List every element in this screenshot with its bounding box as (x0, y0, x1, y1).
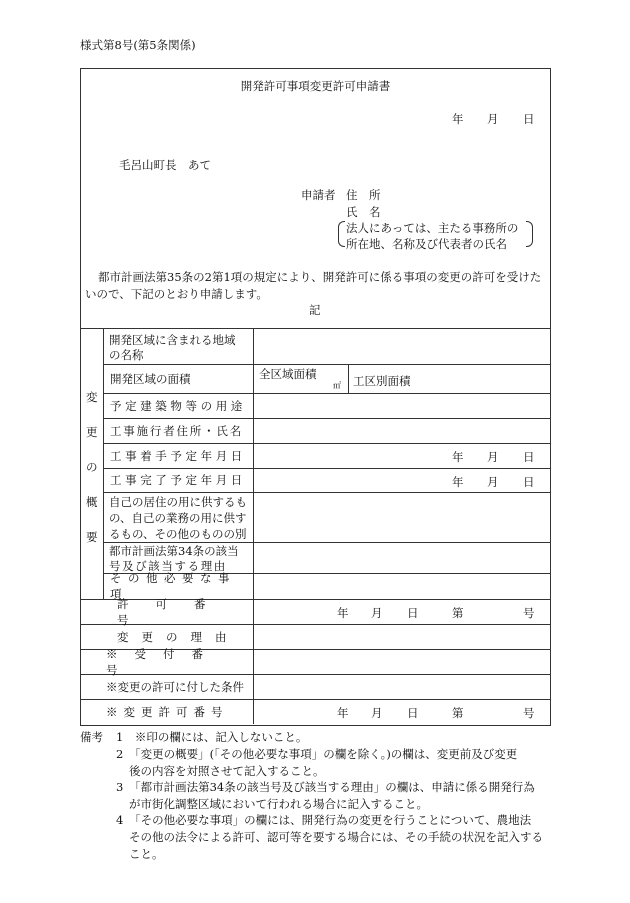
art34-label-1: 都市計画法第34条の該当 (109, 544, 239, 558)
page-title: 開発許可事項変更許可申請書 (240, 79, 391, 93)
end-day: 日 (523, 475, 535, 489)
sqm-unit: ㎡ (333, 381, 341, 390)
note-2a: 2 「変更の概要」(「その他必要な事項」の欄を除く。)の欄は、変更前及び変更 (116, 747, 518, 761)
end-year: 年 (452, 475, 464, 489)
other-text: その他必要な事項 (110, 571, 236, 601)
ki-label: 記 (309, 303, 321, 317)
change-permit-month: 月 (371, 706, 383, 720)
note-2b: 後の内容を対照させて記入すること。 (129, 764, 325, 778)
self-use-label-3: るもの、その他のものの別 (109, 527, 247, 541)
area-name-label-1: 開発区域に含まれる地域 (109, 333, 236, 347)
building-use-text: 予定建築物等の用途 (110, 398, 246, 413)
row-line (103, 492, 550, 493)
self-use-label-2: の、自己の業務の用に供す (109, 511, 247, 525)
label-column-line (253, 328, 254, 724)
start-year: 年 (452, 450, 464, 464)
area-size-label (110, 364, 247, 393)
applicant-label: 申請者 (301, 188, 336, 202)
change-permit-gou: 号 (523, 706, 535, 720)
area-split-line (348, 364, 349, 393)
side-label-5: 要 (86, 530, 98, 544)
table-top-line (80, 328, 550, 329)
receipt-no-text: ※受付番号 (106, 646, 220, 677)
art34-label-2: 号及び該当する理由 (109, 559, 227, 573)
date-day: 日 (523, 112, 535, 126)
side-label-1: 変 (86, 390, 98, 404)
name-label: 氏 名 (346, 205, 381, 219)
right-brace (526, 221, 533, 247)
area-size-text: 開発区域の面積 (110, 371, 191, 386)
start-date-text: 工事着手予定年月日 (110, 448, 246, 463)
applicant-note-1: 法人にあっては、主たる事務所の (346, 221, 519, 235)
note-4b: その他の法令による許可、認可等を要する場合には、その手続の状況を記入する (129, 830, 543, 844)
total-area-label: 全区域面積 (259, 367, 317, 381)
date-month: 月 (487, 112, 499, 126)
change-permit-year: 年 (337, 706, 349, 720)
side-label-3: の (86, 460, 98, 474)
self-use-label-1: 自己の居住の用に供するも (109, 495, 247, 509)
notes-label: 備考 (80, 730, 103, 744)
contractor-text: 工事施行者住所・氏名 (110, 423, 243, 438)
receipt-no-label (106, 646, 246, 677)
change-permit-no-text: ※変更許可番号 (106, 704, 229, 719)
start-date-label (110, 443, 247, 468)
end-month: 月 (487, 475, 499, 489)
change-reason-text: 変更の理由 (117, 629, 240, 644)
contractor-label (110, 418, 247, 443)
permit-gou: 号 (523, 606, 535, 620)
end-date-text: 工事完了予定年月日 (110, 473, 246, 487)
note-3b: が市街化調整区域において行われる場合に記入すること。 (129, 797, 428, 811)
note-4a: 4 「その他必要な事項」の欄には、開発行為の変更を行うことについて、農地法 (116, 813, 532, 827)
area-name-label-2: の名称 (109, 348, 144, 362)
body-text-1: 都市計画法第35条の2第1項の規定により、開発許可に係る事項の変更の許可を受けた (98, 270, 542, 284)
address-label: 住 所 (346, 188, 381, 202)
change-permit-dai: 第 (452, 706, 464, 720)
left-brace (338, 221, 345, 247)
end-date-label (110, 468, 247, 492)
side-label-4: 概 (86, 495, 98, 509)
addressee: 毛呂山町長 あて (119, 158, 211, 172)
permit-day: 日 (407, 606, 419, 620)
date-year: 年 (452, 112, 464, 126)
side-column-line (103, 328, 104, 599)
note-1: 1 ※印の欄には、記入しないこと。 (116, 730, 308, 744)
note-3a: 3 「都市計画法第34条の該当号及び該当する理由」の欄は、申請に係る開発行為 (116, 780, 535, 794)
side-label-2: 更 (86, 425, 98, 439)
form-number: 様式第8号(第5条関係) (80, 38, 196, 52)
permit-year: 年 (337, 606, 349, 620)
applicant-note-2: 所在地、名称及び代表者の氏名 (346, 237, 507, 251)
start-month: 月 (487, 450, 499, 464)
permit-no-text: 許可番号 (117, 596, 233, 627)
change-permit-day: 日 (407, 706, 419, 720)
permit-dai: 第 (452, 606, 464, 620)
body-text-2: いので、下記のとおり申請します。 (85, 287, 268, 301)
note-4c: こと。 (129, 847, 164, 861)
start-day: 日 (523, 450, 535, 464)
building-use-label (110, 393, 247, 418)
change-permit-no-label (106, 699, 252, 724)
conditions-text: ※変更の許可に付した条件 (106, 679, 244, 694)
permit-no-label (117, 596, 245, 627)
permit-month: 月 (371, 606, 383, 620)
section-area-label: 工区別面積 (353, 374, 411, 388)
conditions-label (106, 674, 252, 699)
